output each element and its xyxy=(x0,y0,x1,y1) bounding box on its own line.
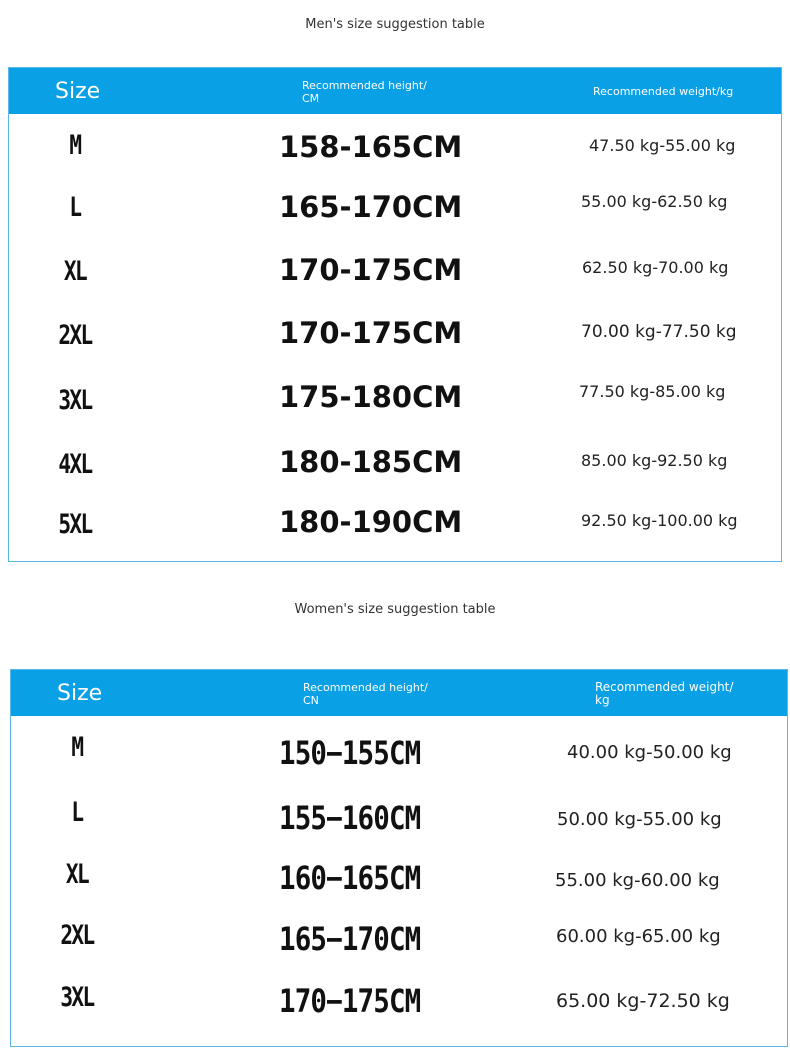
women-weight-cell: 40.00 kg-50.00 kg xyxy=(567,742,732,763)
men-height-cell: 158-165CM xyxy=(279,130,463,164)
men-table-caption: Men's size suggestion table xyxy=(305,17,485,32)
men-header-weight: Recommended weight/kg xyxy=(593,85,734,98)
women-header-height: Recommended height/ CN xyxy=(303,681,428,707)
women-size-cell: M xyxy=(71,732,83,763)
men-table-header xyxy=(9,68,781,114)
men-height-cell: 170-175CM xyxy=(279,253,463,287)
men-weight-cell: 47.50 kg-55.00 kg xyxy=(589,136,736,155)
men-weight-cell: 92.50 kg-100.00 kg xyxy=(581,511,738,530)
men-header-size: Size xyxy=(55,79,101,104)
men-weight-cell: 55.00 kg-62.50 kg xyxy=(581,192,728,211)
women-height-cell: 170−175CM xyxy=(279,982,421,1020)
women-header-weight: Recommended weight/ kg xyxy=(595,680,734,707)
men-weight-cell: 77.50 kg-85.00 kg xyxy=(579,382,726,401)
women-table-header xyxy=(11,670,787,716)
men-height-cell: 175-180CM xyxy=(279,380,463,414)
men-weight-cell: 70.00 kg-77.50 kg xyxy=(581,322,737,342)
women-weight-cell: 60.00 kg-65.00 kg xyxy=(556,926,721,947)
women-weight-cell: 50.00 kg-55.00 kg xyxy=(557,809,722,830)
women-size-cell: XL xyxy=(65,859,89,890)
men-size-cell: 4XL xyxy=(58,449,92,480)
men-height-cell: 170-175CM xyxy=(279,316,463,350)
men-height-cell: 180-185CM xyxy=(279,445,463,479)
women-height-cell: 150−155CM xyxy=(279,734,421,772)
women-weight-cell: 55.00 kg-60.00 kg xyxy=(555,870,720,891)
men-size-cell: 5XL xyxy=(58,509,92,540)
men-height-cell: 180-190CM xyxy=(279,505,463,539)
women-height-cell: 160−165CM xyxy=(279,859,421,897)
men-weight-cell: 85.00 kg-92.50 kg xyxy=(581,451,728,470)
women-size-cell: 2XL xyxy=(60,920,94,951)
women-size-table xyxy=(10,669,788,1047)
women-height-cell: 165−170CM xyxy=(279,920,421,958)
men-size-cell: XL xyxy=(63,256,87,287)
men-height-cell: 165-170CM xyxy=(279,190,463,224)
women-size-cell: 3XL xyxy=(60,982,94,1013)
men-weight-cell: 62.50 kg-70.00 kg xyxy=(582,258,729,277)
women-size-cell: L xyxy=(71,797,83,828)
men-size-cell: L xyxy=(69,192,81,223)
women-header-size: Size xyxy=(57,681,103,706)
women-height-cell: 155−160CM xyxy=(279,799,421,837)
men-size-cell: 3XL xyxy=(58,385,92,416)
women-table-caption: Women's size suggestion table xyxy=(294,602,496,617)
men-size-cell: M xyxy=(69,130,81,161)
men-size-table xyxy=(8,67,782,562)
men-header-height: Recommended height/ CM xyxy=(302,79,427,105)
men-size-cell: 2XL xyxy=(58,320,92,351)
women-weight-cell: 65.00 kg-72.50 kg xyxy=(556,990,730,1012)
